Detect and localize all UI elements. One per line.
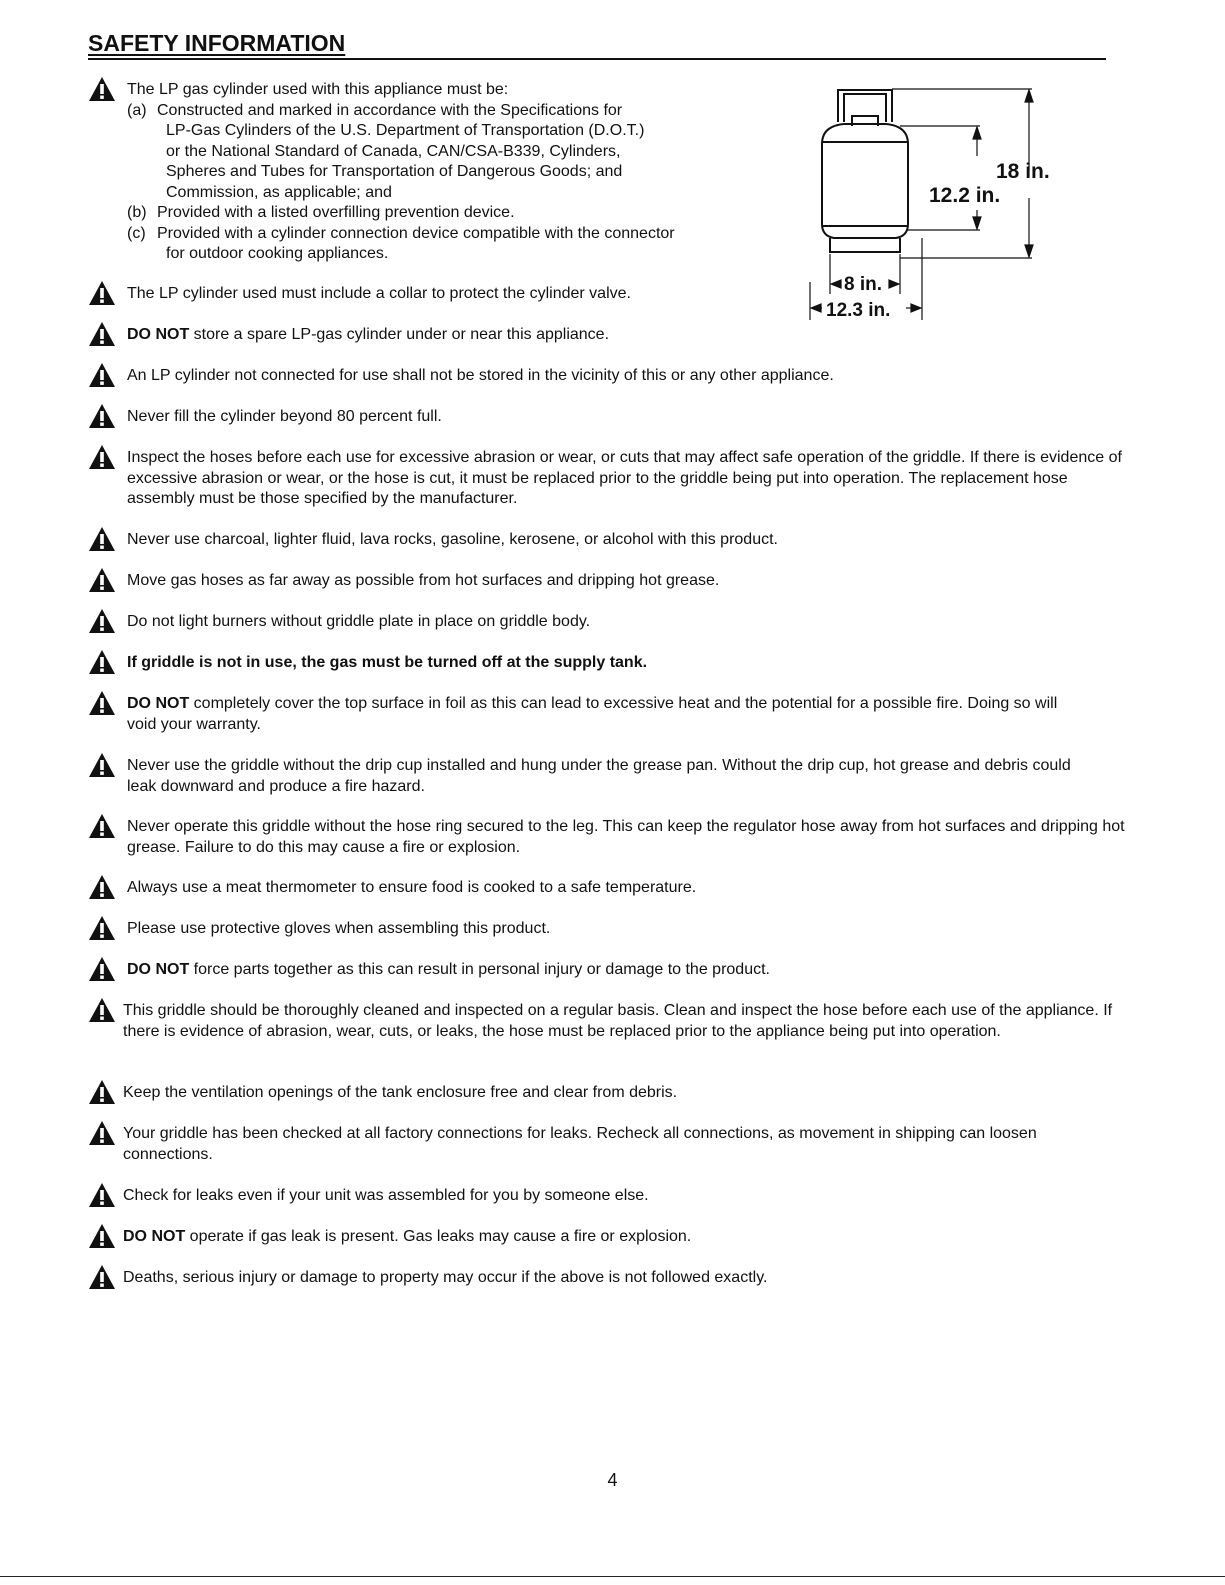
- warning-item: [88, 448, 1128, 510]
- warning-icon: [88, 690, 116, 716]
- warning-body: store a spare LP-gas cylinder under or near this appliance.: [189, 326, 610, 343]
- warning-body: Do not light burners without griddle plate in place on griddle body.: [127, 613, 591, 630]
- warning-item: [88, 284, 1138, 305]
- warning-icon: [88, 444, 116, 470]
- warning-body: Check for leaks even if your unit was assembled for you by someone else.: [123, 1187, 649, 1204]
- warning-item: [88, 960, 1138, 981]
- warning-body: completely cover the top surface in foil as this can lead to excessive heat and the potential for a possible fire. Doing so will void your warranty.: [127, 695, 1058, 733]
- warning-icon: [88, 608, 116, 634]
- warning-icon: [88, 752, 116, 778]
- warning-body: Never use the griddle without the drip cup installed and hung under the grease pan. Without the drip cup, hot grease and debris could leak downward and produce a fire hazard.: [127, 757, 1071, 795]
- warning-text: [127, 448, 1128, 510]
- warning-body: Never fill the cylinder beyond 80 percent full.: [127, 408, 442, 425]
- warning-emphasis: DO NOT: [123, 1228, 186, 1245]
- warning-body: Deaths, serious injury or damage to property may occur if the above is not followed exactly.: [123, 1269, 768, 1286]
- warning-icon: [88, 1079, 116, 1105]
- warning-text: [127, 325, 1138, 346]
- warning-icon: [88, 874, 116, 900]
- warning-item: [88, 1186, 1138, 1207]
- warning-text: [123, 1268, 1138, 1289]
- warning-item: [88, 571, 1138, 592]
- warning-icon: [88, 403, 116, 429]
- warning-item: [88, 817, 1128, 858]
- warning-item: [88, 653, 1138, 674]
- warning-item: [88, 1124, 1088, 1165]
- warning-body: Inspect the hoses before each use for excessive abrasion or wear, or cuts that may affect safe operation of the griddle. If there is evidence of excessive abrasion or wear, or the hose is cut, it must be replaced prior to the griddle being put into operation. The replacement hose assembly must be those specified by the manufacturer.: [127, 449, 1122, 507]
- list-line: Constructed and marked in accordance with the Specifications for: [157, 101, 623, 119]
- warning-icon: [88, 526, 116, 552]
- warning-text: [123, 1186, 1138, 1207]
- warning-icon: [88, 956, 116, 982]
- warning-icon: [88, 1182, 116, 1208]
- warning-icon: [88, 1223, 116, 1249]
- warning-body: operate if gas leak is present. Gas leaks may cause a fire or explosion.: [185, 1228, 692, 1245]
- list-line: Commission, as applicable; and: [166, 183, 392, 201]
- bottom-rule: [0, 1576, 1225, 1577]
- warning-body: This griddle should be thoroughly cleaned and inspected on a regular basis. Clean and inspect the hose before each use of the appliance. If there is evidence of abrasion, wear, cuts, or leaks, the hose must be replaced prior to the appliance being put into operation.: [123, 1002, 1113, 1040]
- warning-icon: [88, 76, 116, 102]
- list-line: or the National Standard of Canada, CAN/CSA-B339, Cylinders,: [166, 142, 621, 160]
- list-line: Spheres and Tubes for Transportation of Dangerous Goods; and: [166, 163, 623, 180]
- dimension-height-total: 18 in.: [996, 160, 1050, 183]
- warning-icon: [88, 321, 116, 347]
- warning-text: [127, 284, 1138, 305]
- intro-warning: [88, 80, 768, 265]
- warning-item: [88, 612, 1138, 633]
- warning-emphasis: If griddle is not in use, the gas must be turned off at the supply tank.: [127, 654, 648, 671]
- warning-text: [123, 1124, 1088, 1165]
- warning-item: [88, 530, 1138, 551]
- warning-emphasis: DO NOT: [127, 961, 190, 978]
- warning-text: [127, 694, 1088, 735]
- list-line: Provided with a listed overfilling prevention device.: [157, 204, 515, 221]
- warning-body: force parts together as this can result in personal injury or damage to the product.: [189, 961, 770, 978]
- warning-text: [127, 612, 1138, 633]
- dimension-height-body: 12.2 in.: [929, 184, 1001, 207]
- list-label: (b): [127, 204, 147, 221]
- warning-body: Keep the ventilation openings of the tank enclosure free and clear from debris.: [123, 1084, 678, 1101]
- warning-text: [127, 366, 1138, 387]
- warning-item: [88, 407, 1138, 428]
- dimension-width-base: 8 in.: [844, 274, 883, 295]
- warning-body: Never operate this griddle without the hose ring secured to the leg. This can keep the regulator hose away from hot surfaces and dripping hot grease. Failure to do this may cause a fire or explosion.: [127, 818, 1125, 856]
- warning-item: [88, 366, 1138, 387]
- warning-text: [127, 530, 1138, 551]
- warning-text: [123, 1083, 1138, 1104]
- warning-body: Never use charcoal, lighter fluid, lava rocks, gasoline, kerosene, or alcohol with this product.: [127, 531, 778, 548]
- warning-emphasis: DO NOT: [127, 326, 190, 343]
- list-item: [127, 101, 768, 204]
- warning-icon: [88, 567, 116, 593]
- list-line: Provided with a cylinder connection device compatible with the connector: [157, 224, 675, 242]
- intro-text: The LP gas cylinder used with this appliance must be:: [127, 81, 509, 98]
- warning-text: [127, 878, 1138, 899]
- warning-icon: [88, 997, 116, 1023]
- list-label: (c): [127, 224, 146, 242]
- warning-icon: [88, 649, 116, 675]
- list-label: (a): [127, 101, 147, 119]
- warning-text: [127, 919, 1138, 940]
- warning-text: [127, 960, 1138, 981]
- warning-text: [127, 756, 1098, 797]
- warning-body: Your griddle has been checked at all factory connections for leaks. Recheck all connections, as movement in shipping can loosen connections.: [123, 1125, 1037, 1163]
- warning-icon: [88, 362, 116, 388]
- warning-body: The LP cylinder used must include a collar to protect the cylinder valve.: [127, 285, 631, 302]
- warning-body: Please use protective gloves when assembling this product.: [127, 920, 551, 937]
- warning-text: [127, 407, 1138, 428]
- warning-body: Move gas hoses as far away as possible from hot surfaces and dripping hot grease.: [127, 572, 720, 589]
- warning-item: [88, 1001, 1128, 1042]
- warning-item: [88, 1268, 1138, 1289]
- warning-icon: [88, 280, 116, 306]
- list-line: for outdoor cooking appliances.: [166, 245, 389, 262]
- page-number: 4: [607, 1470, 618, 1490]
- warning-text: [127, 653, 1138, 674]
- warning-item: [88, 1083, 1138, 1104]
- list-item: [127, 224, 768, 265]
- warning-item: [88, 694, 1088, 735]
- page-title: SAFETY INFORMATION: [88, 30, 1106, 60]
- warning-icon: [88, 915, 116, 941]
- warning-text: [127, 571, 1138, 592]
- warning-emphasis: DO NOT: [127, 695, 190, 712]
- warning-icon: [88, 1264, 116, 1290]
- dimension-width-body: 12.3 in.: [826, 300, 891, 321]
- list-item: [127, 203, 768, 224]
- warning-item: [88, 1227, 1138, 1248]
- warning-item: [88, 325, 1138, 346]
- warning-item: [88, 878, 1138, 899]
- warning-body: An LP cylinder not connected for use shall not be stored in the vicinity of this or any other appliance.: [127, 367, 834, 384]
- warning-text: [127, 817, 1128, 858]
- warning-item: [88, 919, 1138, 940]
- cylinder-requirements-list: [127, 101, 768, 265]
- warning-text: [123, 1001, 1128, 1042]
- list-line: LP-Gas Cylinders of the U.S. Department of Transportation (D.O.T.): [166, 122, 645, 139]
- warning-item: [88, 756, 1098, 797]
- warning-icon: [88, 813, 116, 839]
- warning-icon: [88, 1120, 116, 1146]
- warning-text: [123, 1227, 1138, 1248]
- warning-body: Always use a meat thermometer to ensure food is cooked to a safe temperature.: [127, 879, 697, 896]
